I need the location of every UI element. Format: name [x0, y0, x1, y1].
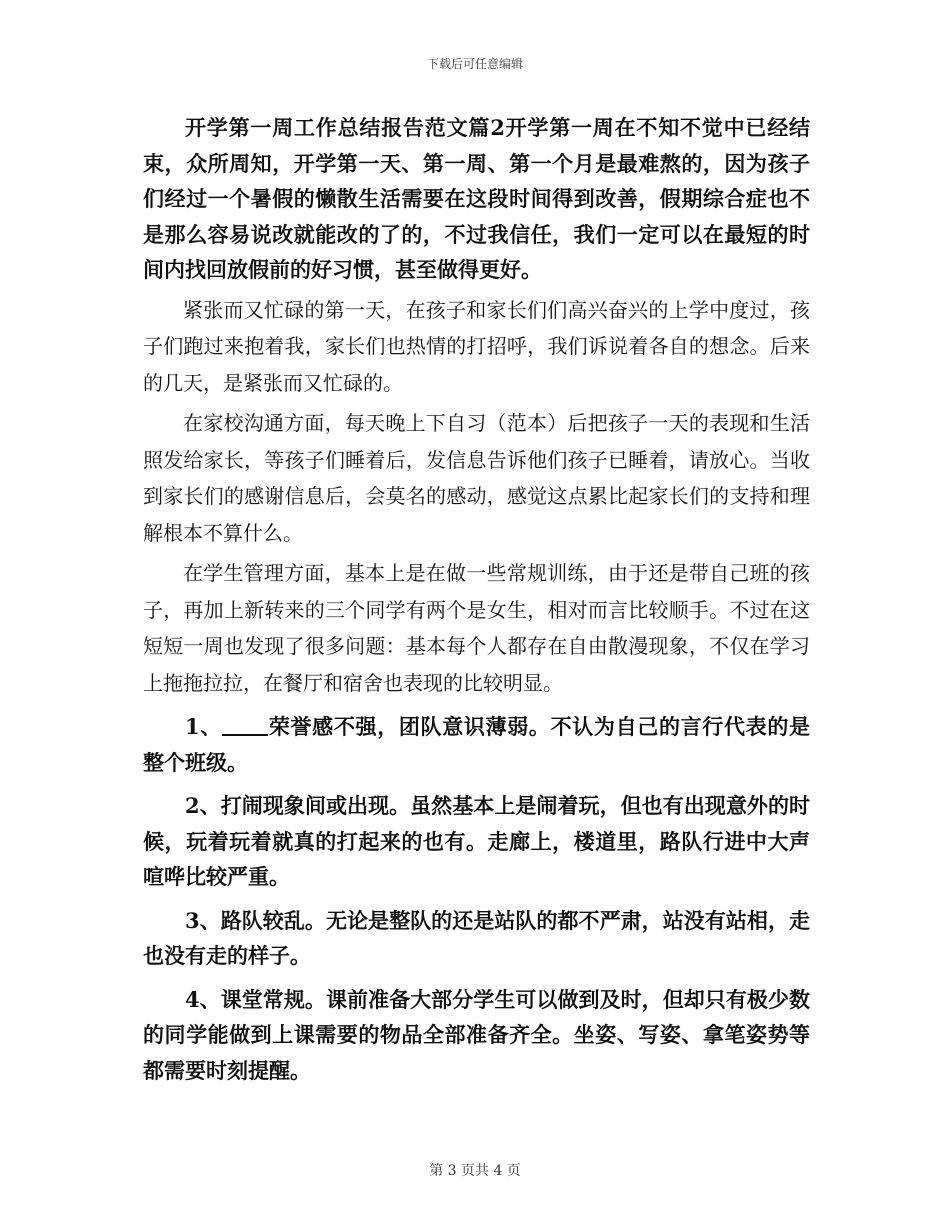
list-item-3: 3、路队较乱。无论是整队的还是站队的都不严肃，站没有站相，走也没有走的样子。	[143, 907, 810, 968]
paragraph-first-day: 紧张而又忙碌的第一天，在孩子和家长们们高兴奋兴的上学中度过，孩子们跑过来抱着我，家长们也热情的打招呼，我们诉说着各自的想念。后来的几天，是紧张而又忙碌的。	[143, 297, 810, 395]
paragraph-student-management: 在学生管理方面，基本上是在做一些常规训练，由于还是带自己班的孩子，再加上新转来的三个同学有两个是女生，相对而言比较顺手。不过在这短短一周也发现了很多问题：基本每个人都存在自由散漫现象，不仅在学习上拖拖拉拉，在餐厅和宿舍也表现的比较明显。	[143, 561, 810, 695]
list-item-1-text: 荣誉感不强，团队意识薄弱。不认为自己的言行代表的是整个班级。	[143, 714, 810, 775]
paragraph-intro: 开学第一周工作总结报告范文篇2开学第一周在不知不觉中已经结束，众所周知，开学第一天、第一周、第一个月是最难熬的，因为孩子们经过一个暑假的懒散生活需要在这段时间得到改善，假期综合症也不是那么容易说改就能改的了的，不过我信任，我们一定可以在最短的时间内找回放假前的好习惯，甚至做得更好。	[143, 115, 810, 282]
list-item-1	[143, 709, 810, 780]
paragraph-home-school: 在家校沟通方面，每天晚上下自习（范本）后把孩子一天的表现和生活照发给家长，等孩子们睡着后，发信息告诉他们孩子已睡着，请放心。当收到家长们的感谢信息后，会莫名的感动，感觉这点累比起家长们的支持和理解根本不算什么。	[143, 411, 810, 545]
page-header: 下载后可任意编辑	[426, 57, 523, 71]
list-item-4: 4、课堂常规。课前准备大部分学生可以做到及时，但却只有极少数的同学能做到上课需要的物品全部准备齐全。坐姿、写姿、拿笔姿势等都需要时刻提醒。	[143, 986, 810, 1083]
blank-line	[222, 713, 268, 736]
list-item-1-number: 1、	[185, 714, 222, 739]
list-item-2: 2、打闹现象间或出现。虽然基本上是闹着玩，但也有出现意外的时候，玩着玩着就真的打起来的也有。走廊上，楼道里，路队行进中大声喧哗比较严重。	[143, 793, 810, 889]
document-body	[143, 110, 810, 1088]
page-footer: 第 3 页共 4 页	[429, 1163, 521, 1179]
